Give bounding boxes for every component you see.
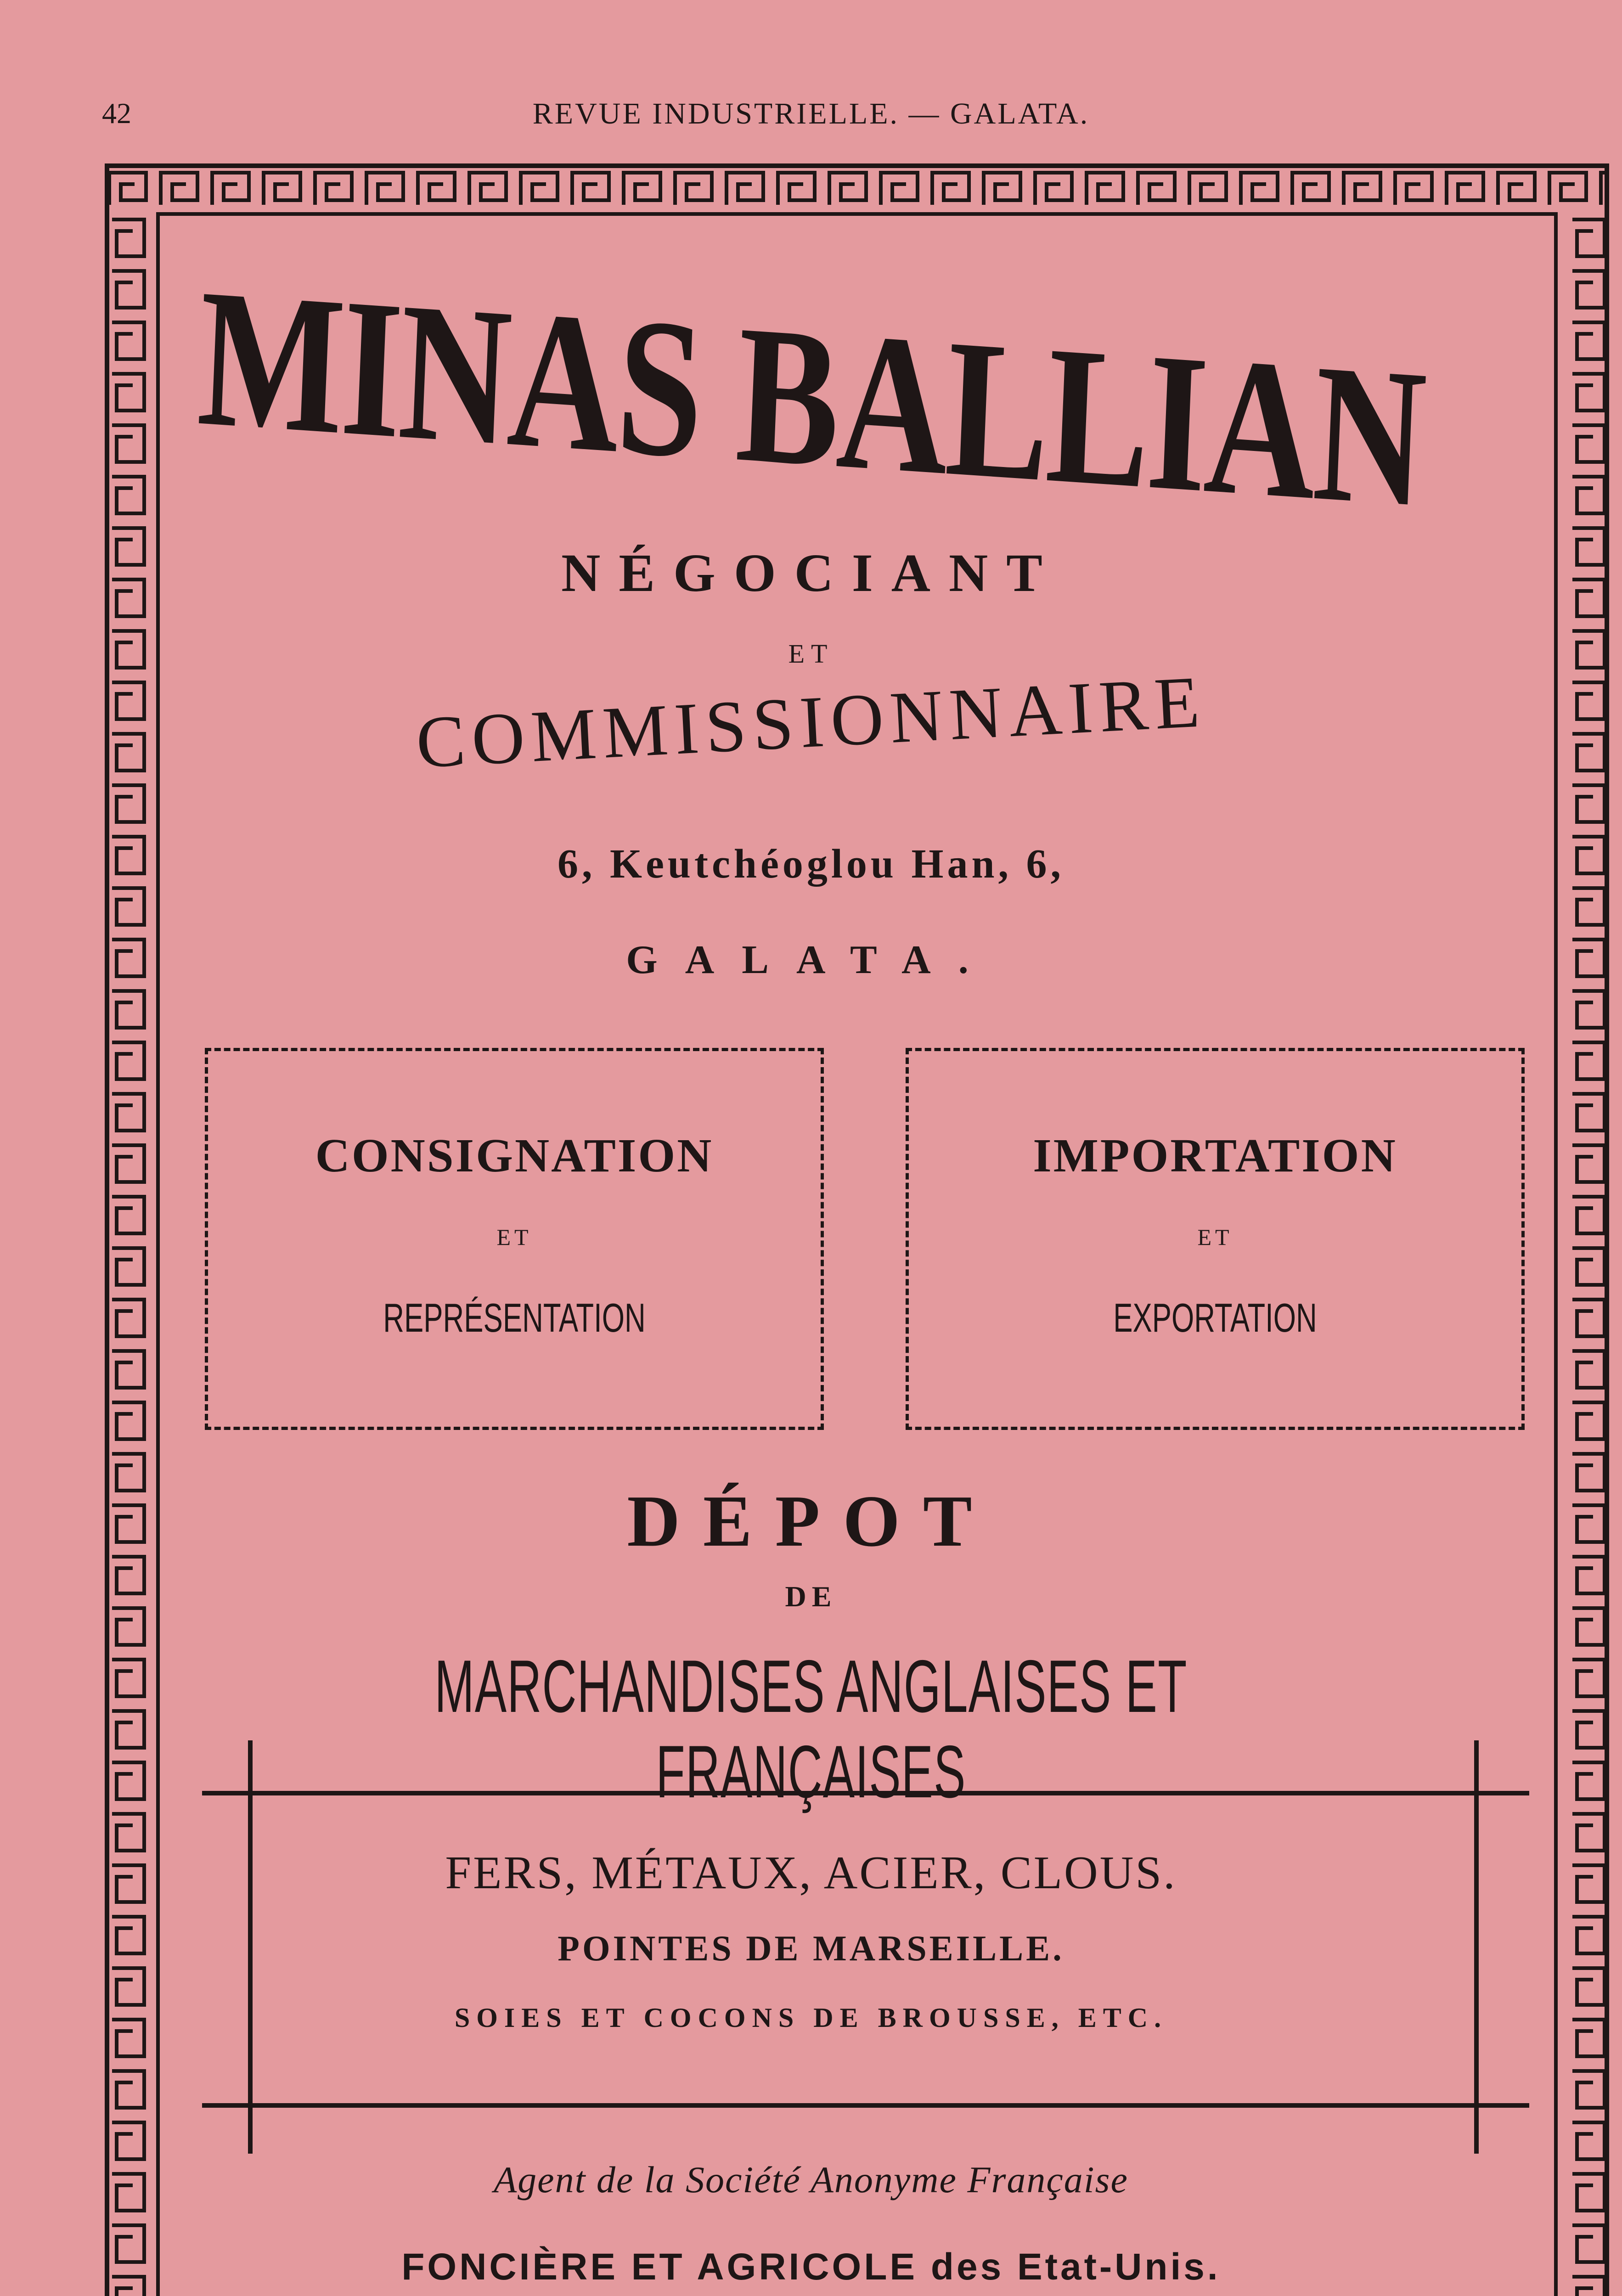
goods-heading: MARCHANDISES ANGLAISES ET FRANÇAISES [434,1645,1188,1813]
role-commissionnaire: COMMISSIONNAIRE [414,660,1208,783]
goods-line-metals: FERS, MÉTAUX, ACIER, CLOUS. [445,1847,1177,1899]
running-title: REVUE INDUSTRIELLE. — GALATA. [532,97,1090,130]
importation-box [906,1048,1525,1430]
representation-label: REPRÉSENTATION [383,1295,646,1340]
address: 6, Keutchéoglou Han, 6, [557,841,1065,887]
page-number: 42 [102,97,131,129]
role-conjunction: ET [788,639,834,669]
consignation-heading: CONSIGNATION [315,1129,714,1182]
goods-line-soies: SOIES ET COCONS DE BROUSSE, ETC. [454,2003,1168,2033]
depot-title: DÉPOT [627,1480,995,1562]
depot-de: DE [785,1580,837,1613]
city: GALATA. [626,938,996,982]
merchant-name: MINAS BALLIAN [194,248,1428,549]
agent-company-line: FONCIÈRE ET AGRICOLE des Etat-Unis. [401,2246,1221,2288]
importation-conjunction: ET [1197,1224,1233,1250]
importation-heading: IMPORTATION [1033,1129,1397,1182]
exportation-label: EXPORTATION [1113,1295,1317,1340]
role-negociant: NÉGOCIANT [561,543,1061,603]
goods-line-pointes: POINTES DE MARSEILLE. [558,1928,1064,1968]
consignation-conjunction: ET [496,1224,532,1250]
agent-line: Agent de la Société Anonyme Française [494,2159,1128,2200]
consignation-box [205,1048,824,1430]
